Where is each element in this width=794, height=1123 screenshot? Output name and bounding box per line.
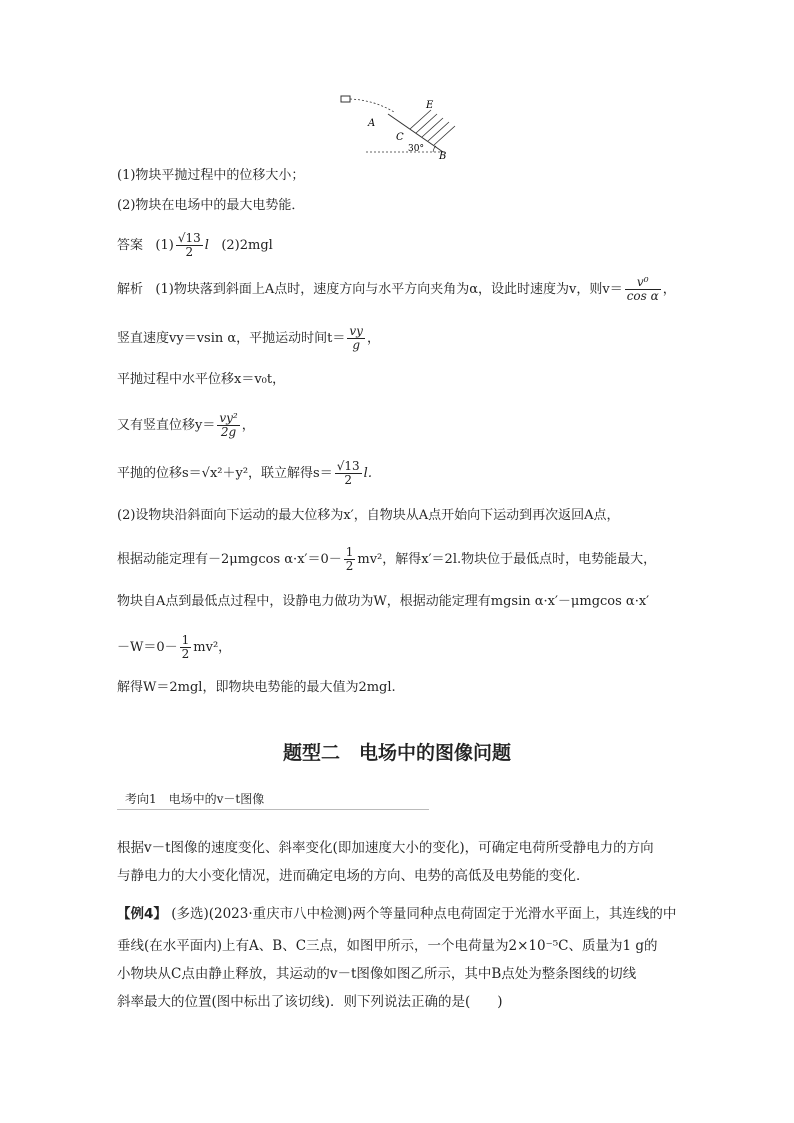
trajectory-curve (350, 99, 394, 112)
solution-l9-text: －W＝0－ (117, 640, 178, 655)
answer-label: 答案 (117, 238, 144, 253)
solution-l1-frac (625, 276, 661, 303)
section-title: 题型二 电场中的图像问题 (282, 742, 511, 764)
answer-p1-suffix: l (204, 238, 209, 253)
answer-fraction-num: √13 (177, 231, 201, 245)
solution-line-10: 解得W＝2mgl，即物块电势能的最大值为2mgl. (117, 680, 396, 695)
solution-l2-text: 竖直速度vy＝vsin α，平抛运动时间t＝ (117, 331, 346, 346)
field-line-1 (410, 110, 431, 129)
solution-l4-num: vy² (219, 411, 238, 425)
solution-l7-text: 根据动能定理有－2μmgcos α·x′＝0－ (117, 552, 342, 567)
example-l1-text: (多选)(2023·重庆市八中检测)两个等量同种点电荷固定于光滑水平面上，其连线的中 (171, 906, 677, 922)
example-label: 【例4】 (117, 906, 167, 922)
solution-l2-frac (347, 325, 365, 352)
answer-fraction (176, 232, 203, 259)
example-line-3: 小物块从C点由静止释放，其运动的v－t图像如图乙所示，其中B点处为整条图线的切线 (117, 966, 637, 982)
solution-l1-den: cos α (626, 289, 659, 303)
field-line-2 (416, 114, 437, 133)
example-line-1 (117, 904, 676, 924)
solution-l9-frac (180, 634, 192, 661)
solution-l9-end: mv²， (193, 640, 232, 655)
topic-tag (117, 790, 429, 810)
solution-l1-num: v⁰ (625, 276, 661, 290)
solution-line-5 (117, 460, 372, 487)
solution-l4-end: ， (241, 418, 255, 433)
solution-l9-num: 1 (181, 633, 190, 647)
solution-line-4 (117, 412, 255, 439)
solution-l4-den: 2g (220, 425, 237, 439)
topic-tag-text: 考向1 电场中的v－t图像 (125, 792, 265, 806)
label-c: C (396, 132, 404, 143)
field-line-3 (422, 118, 443, 137)
solution-l4-frac (217, 412, 239, 439)
label-e: E (426, 100, 434, 111)
solution-line-9 (117, 634, 231, 661)
label-angle: 30° (408, 144, 424, 154)
label-a: A (368, 118, 376, 129)
solution-l5-end: l. (363, 466, 372, 481)
solution-line-1 (117, 276, 676, 303)
solution-l7-num: 1 (345, 545, 354, 559)
solution-l1-text: (1)物块落到斜面上A点时，速度方向与水平方向夹角为α，设此时速度为v，则v＝ (155, 282, 623, 297)
topic-tag-underline (117, 809, 429, 810)
label-b: B (439, 151, 447, 162)
question-2: (2)物块在电场中的最大电势能． (117, 198, 305, 213)
example-line-2: 垂线(在水平面内)上有A、B、C三点，如图甲所示，一个电荷量为2×10⁻⁵C、质量为1 g的 (117, 938, 658, 954)
block-shape (341, 96, 350, 102)
solution-line-7 (117, 546, 656, 573)
field-line-5 (434, 126, 455, 145)
solution-l4-text: 又有竖直位移y＝ (117, 418, 216, 433)
solution-l1-end: ， (662, 282, 676, 297)
solution-label: 解析 (117, 282, 144, 297)
solution-l7-den: 2 (345, 559, 354, 573)
solution-line-3: 平抛过程中水平位移x＝v₀t， (117, 372, 286, 387)
solution-l5-text: 平抛的位移s＝√x²＋y²，联立解得s＝ (117, 466, 333, 481)
solution-l2-end: ， (366, 331, 380, 346)
body-paragraph-line-2: 与静电力的大小变化情况，进而确定电场的方向、电势的高低及电势能的变化． (117, 868, 590, 884)
solution-l5-num: √13 (336, 459, 360, 473)
solution-l9-den: 2 (181, 647, 190, 661)
body-paragraph-line-1: 根据v－t图像的速度变化、斜率变化(即加速度大小的变化)，可确定电荷所受静电力的方向 (117, 840, 654, 856)
solution-l5-den: 2 (344, 473, 353, 487)
solution-line-8: 物块自A点到最低点过程中，设静电力做功为W，根据动能定理有mgsin α·x′－μmgcos α·x′ (117, 594, 650, 609)
answer-line (117, 232, 273, 259)
question-1: (1)物块平抛过程中的位移大小； (117, 168, 305, 183)
solution-l2-num: vy (349, 324, 363, 338)
solution-line-6: (2)设物块沿斜面向下运动的最大位移为x′，自物块从A点开始向下运动到再次返回A点， (117, 508, 620, 523)
example-line-4: 斜率最大的位置(图中标出了该切线)．则下列说法正确的是( ) (117, 994, 503, 1010)
solution-l5-frac (335, 460, 362, 487)
field-line-4 (428, 122, 449, 141)
solution-line-2 (117, 325, 380, 352)
answer-fraction-den: 2 (185, 245, 194, 259)
solution-l7-frac (344, 546, 356, 573)
solution-l7-end: mv²，解得x′＝2l.物块位于最低点时，电势能最大， (357, 552, 657, 567)
solution-l2-den: g (352, 338, 360, 352)
answer-p2: (2)2mgl (221, 238, 273, 253)
answer-p1-prefix: (1) (155, 238, 174, 253)
incline-figure (336, 92, 466, 162)
